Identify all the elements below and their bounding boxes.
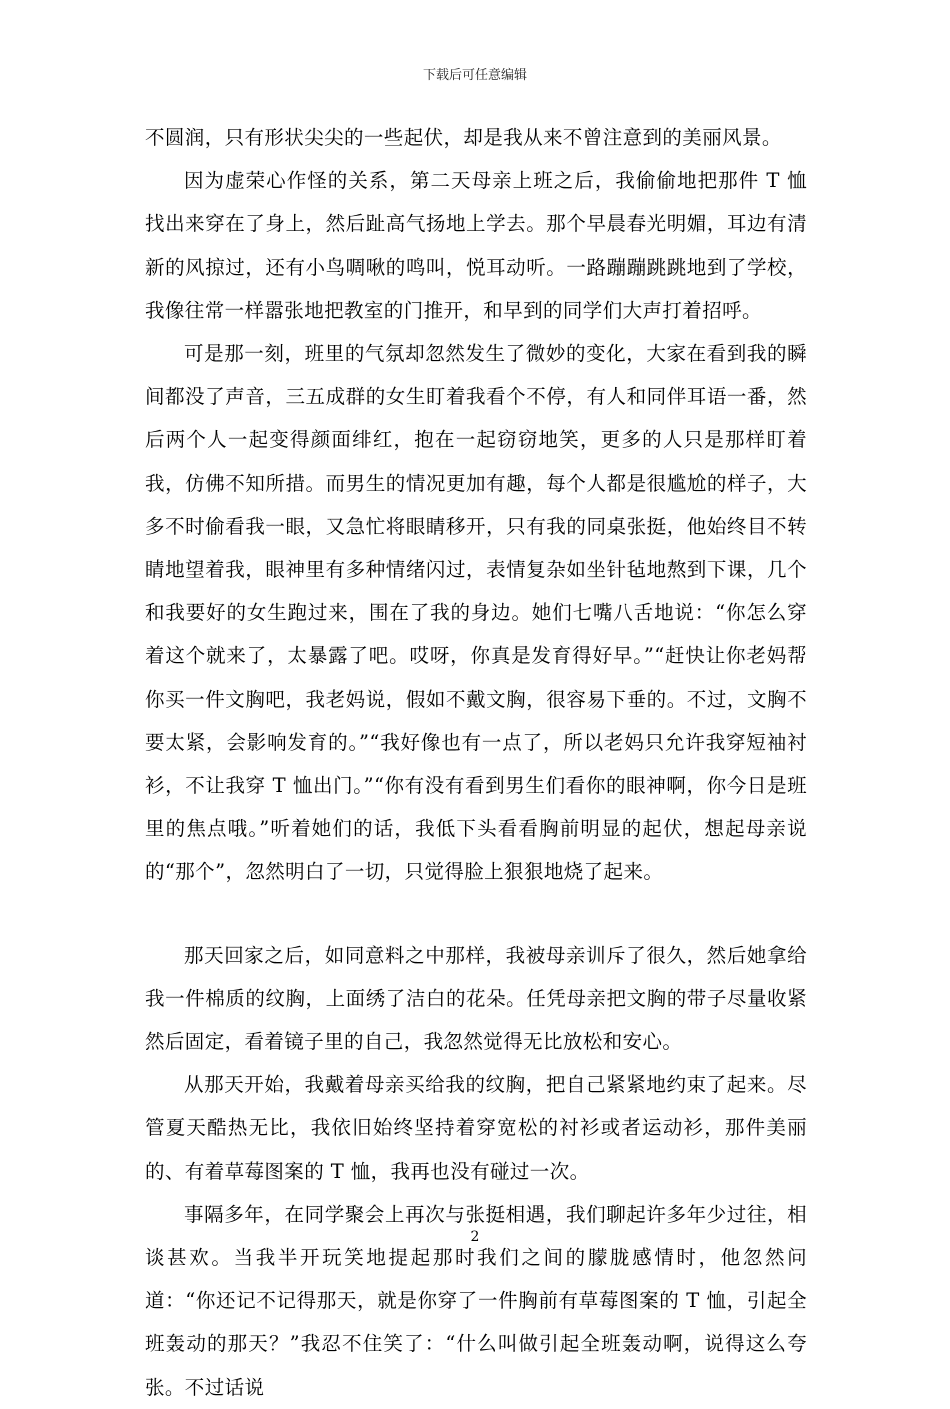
document-body bbox=[145, 116, 807, 1409]
paragraph-classroom-reaction: 可是那一刻，班里的气氛却忽然发生了微妙的变化，大家在看到我的瞬间都没了声音，三五成群的女生盯着我看个不停，有人和同伴耳语一番，然后两个人一起变得颜面绯红，抱在一起窃窃地笑，更多的人只是那样盯着我，仿佛不知所措。而男生的情况更加有趣，每个人都是很尴尬的样子，大多不时偷看我一眼，又急忙将眼睛移开，只有我的同桌张挺，他始终目不转睛地望着我，眼神里有多种情绪闪过，表情复杂如坐针毡地熬到下课，几个和我要好的女生跑过来，围在了我的身边。她们七嘴八舌地说：“你怎么穿着这个就来了，太暴露了吧。哎呀，你真是发育得好早。”“赶快让你老妈帮你买一件文胸吧，我老妈说，假如不戴文胸，很容易下垂的。不过，文胸不要太紧，会影响发育的。”“我好像也有一点了，所以老妈只允许我穿短袖衬衫，不让我穿 T 恤出门。”“你有没有看到男生们看你的眼神啊，你今日是班里的焦点哦。”听着她们的话，我低下头看看胸前明显的起伏，想起母亲说的“那个”，忽然明白了一切，只觉得脸上狠狠地烧了起来。 bbox=[145, 342, 807, 884]
page-number: 2 bbox=[470, 1229, 480, 1245]
paragraph-mother-scolding: 那天回家之后，如同意料之中那样，我被母亲训斥了很久，然后她拿给我一件棉质的纹胸，上面绣了洁白的花朵。任凭母亲把文胸的带子尽量收紧然后固定，看着镜子里的自己，我忽然觉得无比放松和安心。 bbox=[145, 943, 807, 1054]
paragraph-continuation: 不圆润，只有形状尖尖的一些起伏，却是我从来不曾注意到的美丽风景。 bbox=[145, 126, 782, 149]
paragraph-class-reunion: 事隔多年，在同学聚会上再次与张挺相遇，我们聊起许多年少过往，相谈甚欢。当我半开玩笑地提起那时我们之间的朦胧感情时，他忽然问道：“你还记不记得那天，就是你穿了一件胸前有草莓图案的 T 恤，引起全班轰动的那天？”我忍不住笑了：“什么叫做引起全班轰动啊，说得这么夸张。不过话说 bbox=[145, 1202, 807, 1399]
paragraph-tshirt-to-school: 因为虚荣心作怪的关系，第二天母亲上班之后，我偷偷地把那件 T 恤找出来穿在了身上，然后趾高气扬地上学去。那个早晨春光明媚，耳边有清新的风掠过，还有小鸟啁啾的鸣叫，悦耳动听。一路蹦蹦跳跳地到了学校，我像往常一样嚣张地把教室的门推开，和早到的同学们大声打着招呼。 bbox=[145, 169, 807, 322]
page-header: 下载后可任意编辑 bbox=[422, 68, 527, 83]
paragraph-from-that-day: 从那天开始，我戴着母亲买给我的纹胸，把自己紧紧地约束了起来。尽管夏天酷热无比，我依旧始终坚持着穿宽松的衬衫或者运动衫，那件美丽的、有着草莓图案的 T 恤，我再也没有碰过一次。 bbox=[145, 1073, 807, 1183]
